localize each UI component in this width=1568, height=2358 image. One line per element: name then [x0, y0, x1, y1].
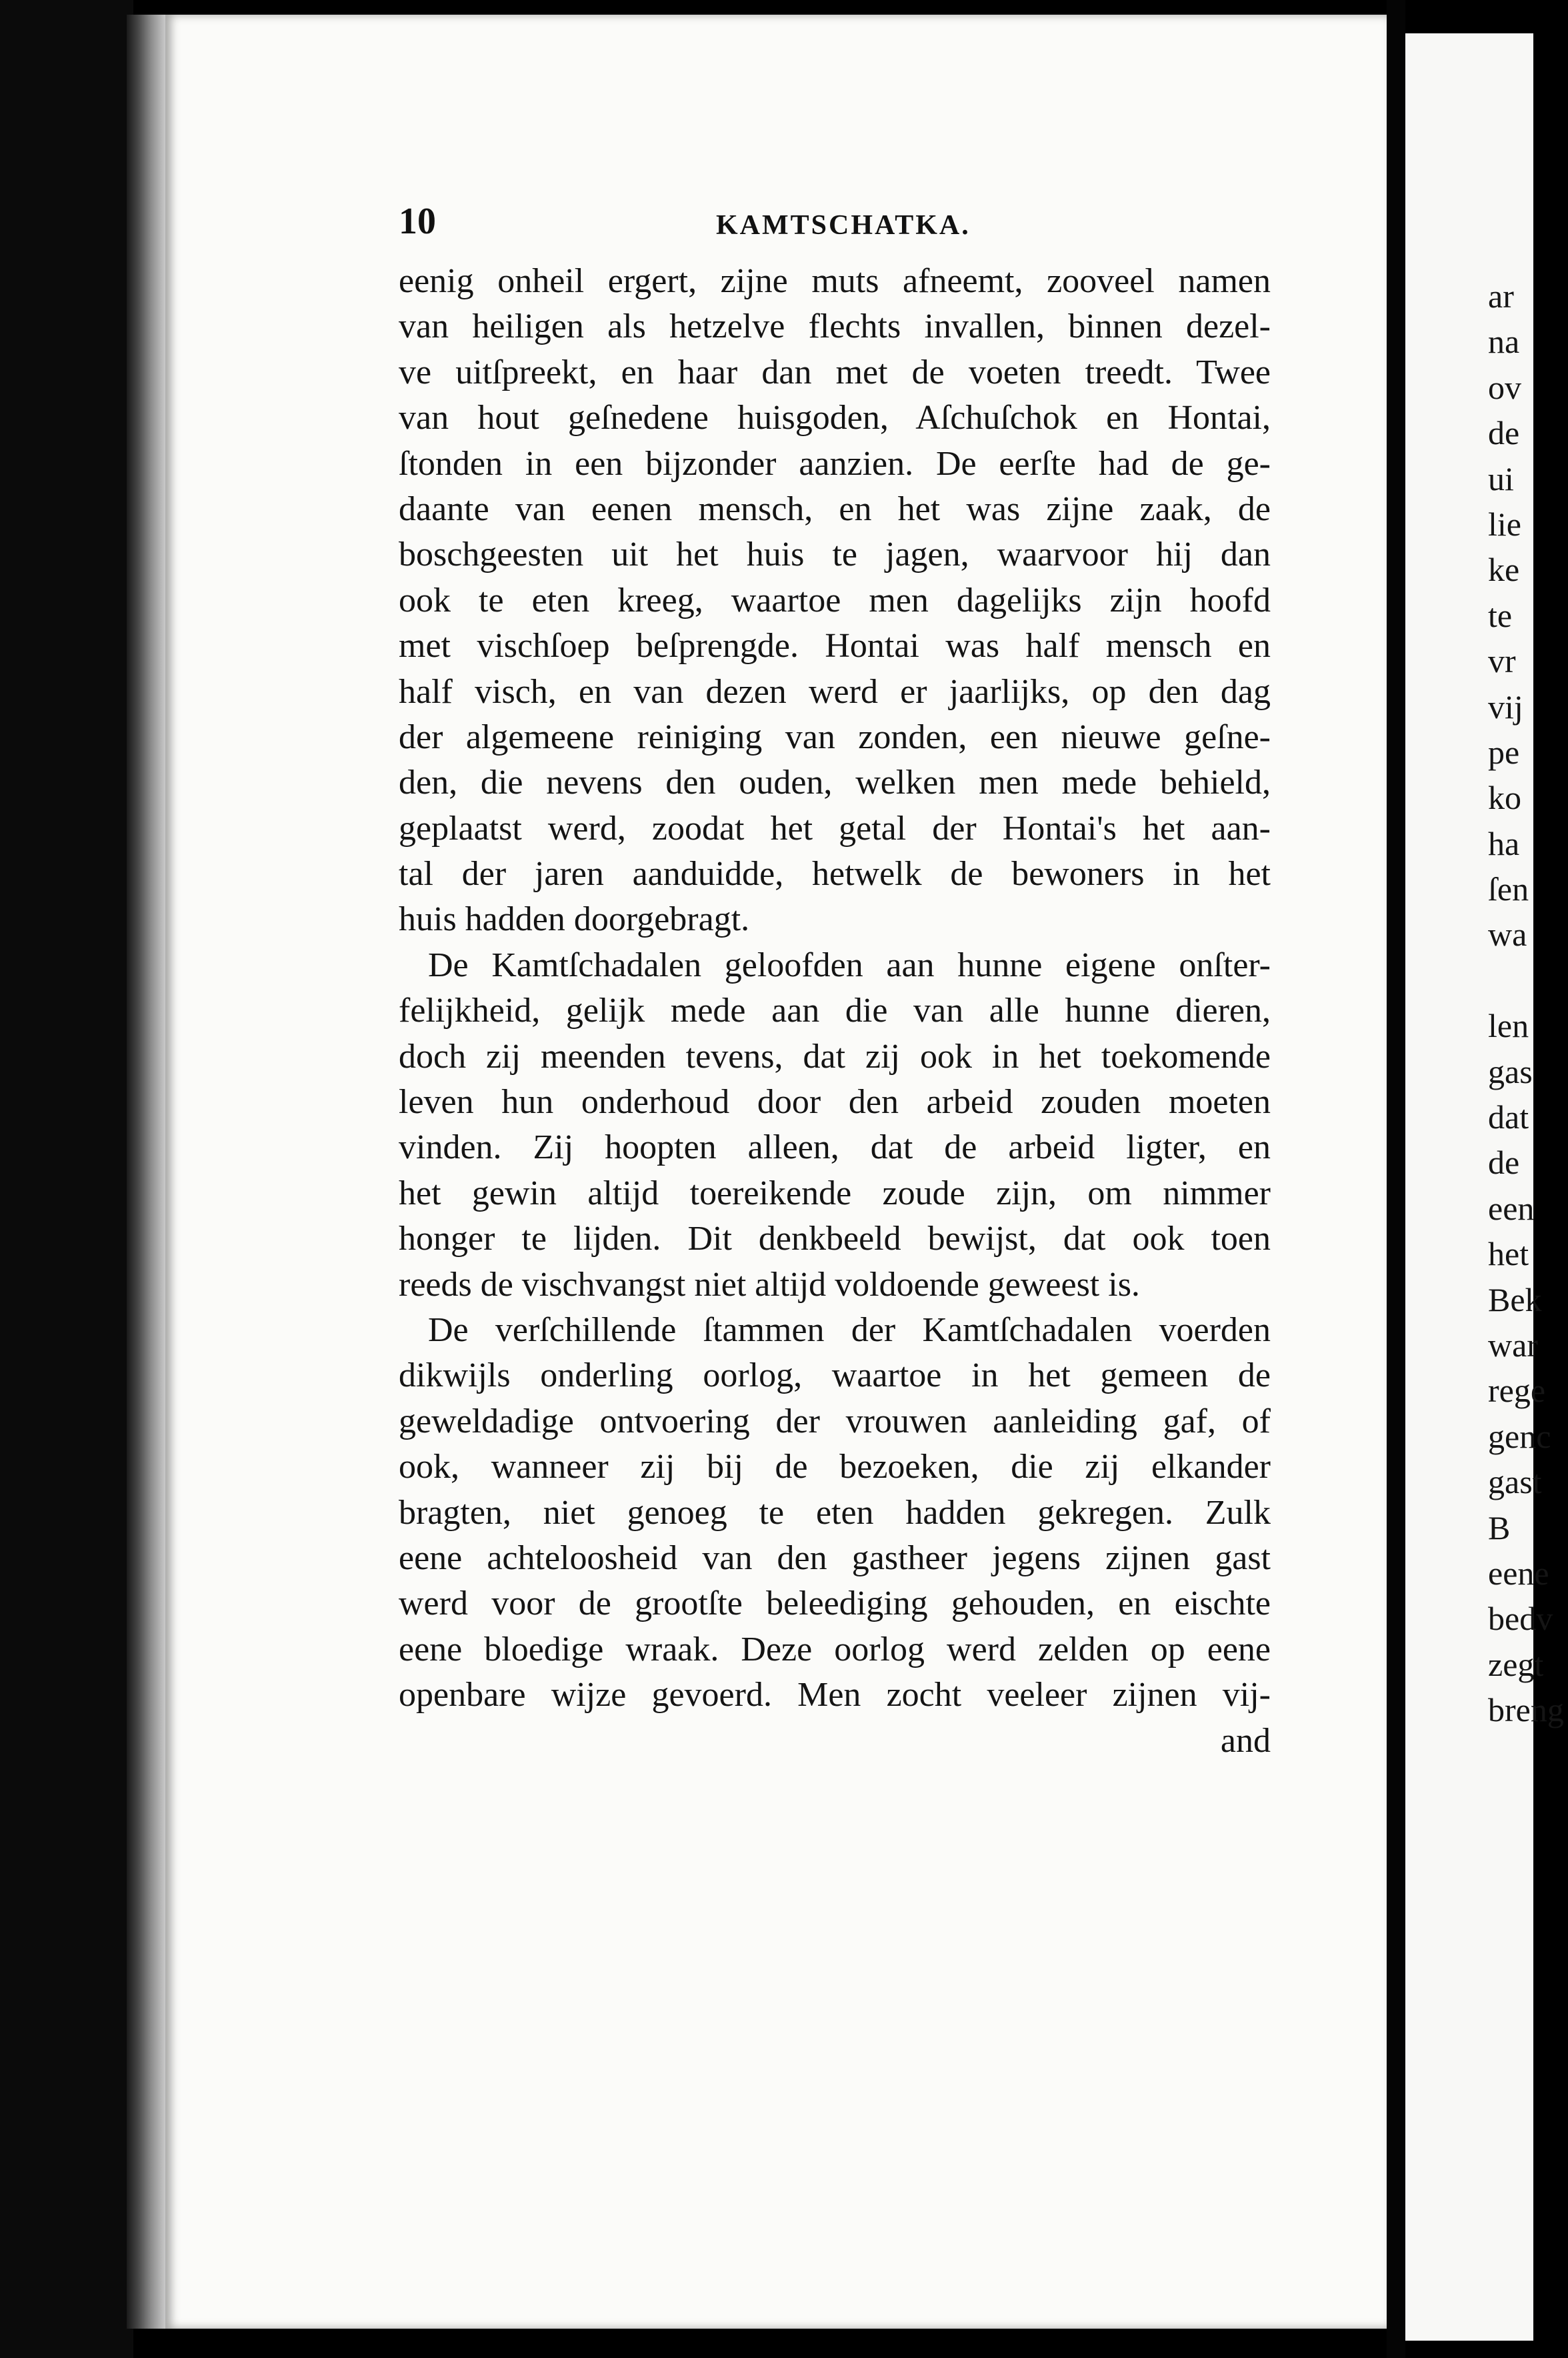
text-line: eenig onheil ergert, zijne muts afneemt, zooveel namen [399, 262, 1271, 300]
text-line: half visch, en van dezen werd er jaarlijks, op den dag [399, 672, 1271, 711]
fragment: rege [1488, 1372, 1546, 1410]
fragment [1488, 958, 1568, 1003]
text-line: van hout geſnedene huisgoden, Aſchuſchok en Hontai, [399, 399, 1271, 437]
fragment: ar [1488, 277, 1514, 315]
text-line: ve uitſpreekt, en haar dan met de voeten treedt. Twee [399, 353, 1271, 391]
fragment: ke [1488, 551, 1520, 589]
body-text [399, 259, 1271, 1764]
fragment: ov [1488, 368, 1521, 406]
fragment: dat [1488, 1098, 1529, 1136]
fragment: een [1488, 1189, 1535, 1227]
page-header [399, 200, 1259, 253]
fragment: breng [1488, 1691, 1564, 1729]
fragment: war [1488, 1326, 1538, 1364]
text-line: dikwijls onderling oorlog, waartoe in het gemeen de [399, 1356, 1271, 1395]
text-line: daante van eenen mensch, en het was zijne zaak, de [399, 489, 1271, 528]
fragment: de [1488, 1144, 1520, 1182]
book-gutter [0, 0, 133, 2358]
fragment: te [1488, 596, 1513, 634]
fragment: ko [1488, 779, 1521, 817]
fragment: lie [1488, 505, 1521, 543]
text-line: ſtonden in een bijzonder aanzien. De eerſte had de ge- [399, 444, 1271, 483]
text-line: tal der jaren aanduidde, hetwelk de bewoners in het [399, 855, 1271, 894]
fragment: het [1488, 1235, 1529, 1273]
text-line: met vischſoep beſprengde. Hontai was half mensch en [399, 627, 1271, 666]
text-line: werd voor de grootſte beleediging gehouden, en eischte [399, 1584, 1271, 1623]
text-line: honger te lijden. Dit denkbeeld bewijst, dat ook toen [399, 1220, 1271, 1258]
catchword: and [1220, 1721, 1271, 1760]
running-head: KAMTSCHATKA. [716, 210, 971, 241]
text-line: leven hun onderhoud door den arbeid zouden moeten [399, 1083, 1271, 1122]
fragment: ha [1488, 824, 1520, 862]
fragment: bedv [1488, 1600, 1553, 1638]
fragment: na [1488, 323, 1520, 361]
text-line: huis hadden doorgebragt. [399, 900, 750, 939]
text-line: ook, wanneer zij bij de bezoeken, die zij elkander [399, 1448, 1271, 1486]
fragment: Bek [1488, 1280, 1542, 1318]
text-line: van heiligen als hetzelve flechts invallen, binnen dezel- [399, 307, 1271, 346]
text-line: boschgeesten uit het huis te jagen, waarvoor hij dan [399, 535, 1271, 574]
fragment: gast [1488, 1463, 1542, 1501]
fragment: vij [1488, 688, 1523, 726]
fragment: B [1488, 1508, 1511, 1546]
fragment: pe [1488, 733, 1520, 771]
fragment: wa [1488, 916, 1527, 954]
fragment: genc [1488, 1417, 1551, 1455]
text-line: eene bloedige wraak. Deze oorlog werd zelden op eene [399, 1630, 1271, 1668]
fragment: ui [1488, 459, 1514, 497]
page-divider [1387, 0, 1405, 2358]
text-line: eene achteloosheid van den gastheer jegens zijnen gast [399, 1538, 1271, 1577]
text-line: ook te eten kreeg, waartoe men dagelijks zijn hoofd [399, 581, 1271, 620]
text-line: geweldadige ontvoering der vrouwen aanleiding gaf, of [399, 1402, 1271, 1440]
text-line: De verſchillende ſtammen der Kamtſchadalen voerden [428, 1310, 1271, 1349]
fragment: gas [1488, 1052, 1533, 1090]
fragment: eene [1488, 1554, 1549, 1592]
fragment: ſen [1488, 870, 1529, 908]
text-line: geplaatst werd, zoodat het getal der Hontai's het aan- [399, 809, 1271, 848]
text-line: den, die nevens den ouden, welken men mede behield, [399, 764, 1271, 802]
page-edge-shadow [127, 15, 167, 2329]
text-line: vinden. Zij hoopten alleen, dat de arbeid ligter, en [399, 1128, 1271, 1167]
text-line: reeds de vischvangst niet altijd voldoende geweest is. [399, 1265, 1140, 1304]
fragment: len [1488, 1007, 1529, 1045]
text-line: felijkheid, gelijk mede aan die van alle hunne dieren, [399, 992, 1271, 1030]
fragment: de [1488, 414, 1520, 452]
text-line: doch zij meenden tevens, dat zij ook in het toekomende [399, 1037, 1271, 1076]
text-line: De Kamtſchadalen geloofden aan hunne eigene onſter- [428, 946, 1271, 984]
text-line: bragten, niet genoeg te eten hadden gekregen. Zulk [399, 1493, 1271, 1532]
text-line: het gewin altijd toereikende zoude zijn, om nimmer [399, 1174, 1271, 1212]
fragment: zegt [1488, 1645, 1544, 1683]
fragment: vr [1488, 642, 1516, 680]
adjacent-page-text [1488, 273, 1568, 1733]
text-line: openbare wijze gevoerd. Men zocht veeleer zijnen vij- [399, 1676, 1271, 1714]
page-number: 10 [399, 201, 436, 242]
text-line: der algemeene reiniging van zonden, een nieuwe geſne- [399, 718, 1271, 756]
